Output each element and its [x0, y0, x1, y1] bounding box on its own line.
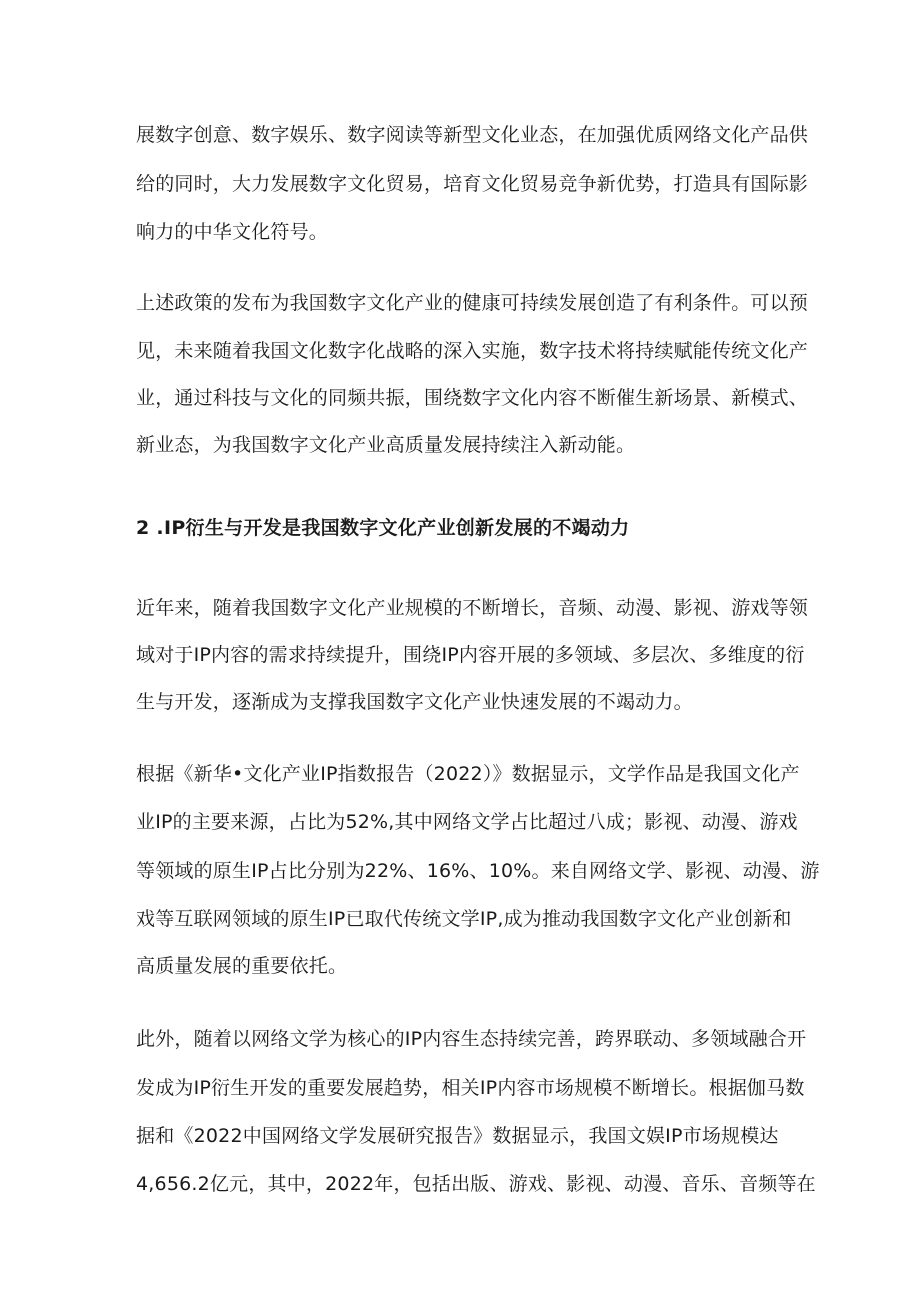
section-heading: 2 .IP衍生与开发是我国数字文化产业创新发展的不竭动力: [136, 517, 630, 539]
paragraph-3-line-1: 近年来，随着我国数字文化产业规模的不断增长，音频、动漫、影视、游戏等领: [136, 597, 809, 619]
paragraph-2-line-1: 上述政策的发布为我国数字文化产业的健康可持续发展创造了有利条件。可以预: [136, 292, 809, 314]
paragraph-4-line-4: 戏等互联网领域的原生IP已取代传统文学IP,成为推动我国数字文化产业创新和: [136, 908, 792, 930]
paragraph-5-line-1: 此外，随着以网络文学为核心的IP内容生态持续完善，跨界联动、多领域融合开: [136, 1028, 807, 1050]
paragraph-5-line-4: 4,656.2亿元，其中，2022年，包括出版、游戏、影视、动漫、音乐、音频等在: [136, 1173, 816, 1195]
paragraph-5-line-2: 发成为IP衍生开发的重要发展趋势，相关IP内容市场规模不断增长。根据伽马数: [136, 1077, 805, 1099]
paragraph-4-line-2: 业IP的主要来源，占比为52%,其中网络文学占比超过八成；影视、动漫、游戏: [136, 811, 798, 833]
paragraph-5-line-3: 据和《2022中国网络文学发展研究报告》数据显示，我国文娱IP市场规模达: [136, 1125, 779, 1147]
paragraph-3-line-3: 生与开发，逐渐成为支撑我国数字文化产业快速发展的不竭动力。: [136, 691, 693, 713]
paragraph-2-line-4: 新业态，为我国数字文化产业高质量发展持续注入新动能。: [136, 434, 636, 456]
paragraph-1-line-1: 展数字创意、数字娱乐、数字阅读等新型文化业态，在加强优质网络文化产品供: [136, 124, 809, 146]
paragraph-4-line-5: 高质量发展的重要依托。: [136, 955, 348, 977]
paragraph-3-line-2: 域对于IP内容的需求持续提升，围绕IP内容开展的多领域、多层次、多维度的衍: [136, 644, 805, 666]
paragraph-2-line-3: 业，通过科技与文化的同频共振，围绕数字文化内容不断催生新场景、新模式、: [136, 387, 809, 409]
paragraph-4-line-3: 等领域的原生IP占比分别为22%、16%、10%。来自网络文学、影视、动漫、游: [136, 860, 820, 882]
paragraph-4-line-1: 根据《新华•文化产业IP指数报告（2022）》数据显示，文学作品是我国文化产: [136, 763, 800, 785]
paragraph-1-line-3: 响力的中华文化符号。: [136, 221, 329, 243]
paragraph-2-line-2: 见，未来随着我国文化数字化战略的深入实施，数字技术将持续赋能传统文化产: [136, 340, 809, 362]
paragraph-1-line-2: 给的同时，大力发展数字文化贸易，培育文化贸易竞争新优势，打造具有国际影: [136, 173, 809, 195]
